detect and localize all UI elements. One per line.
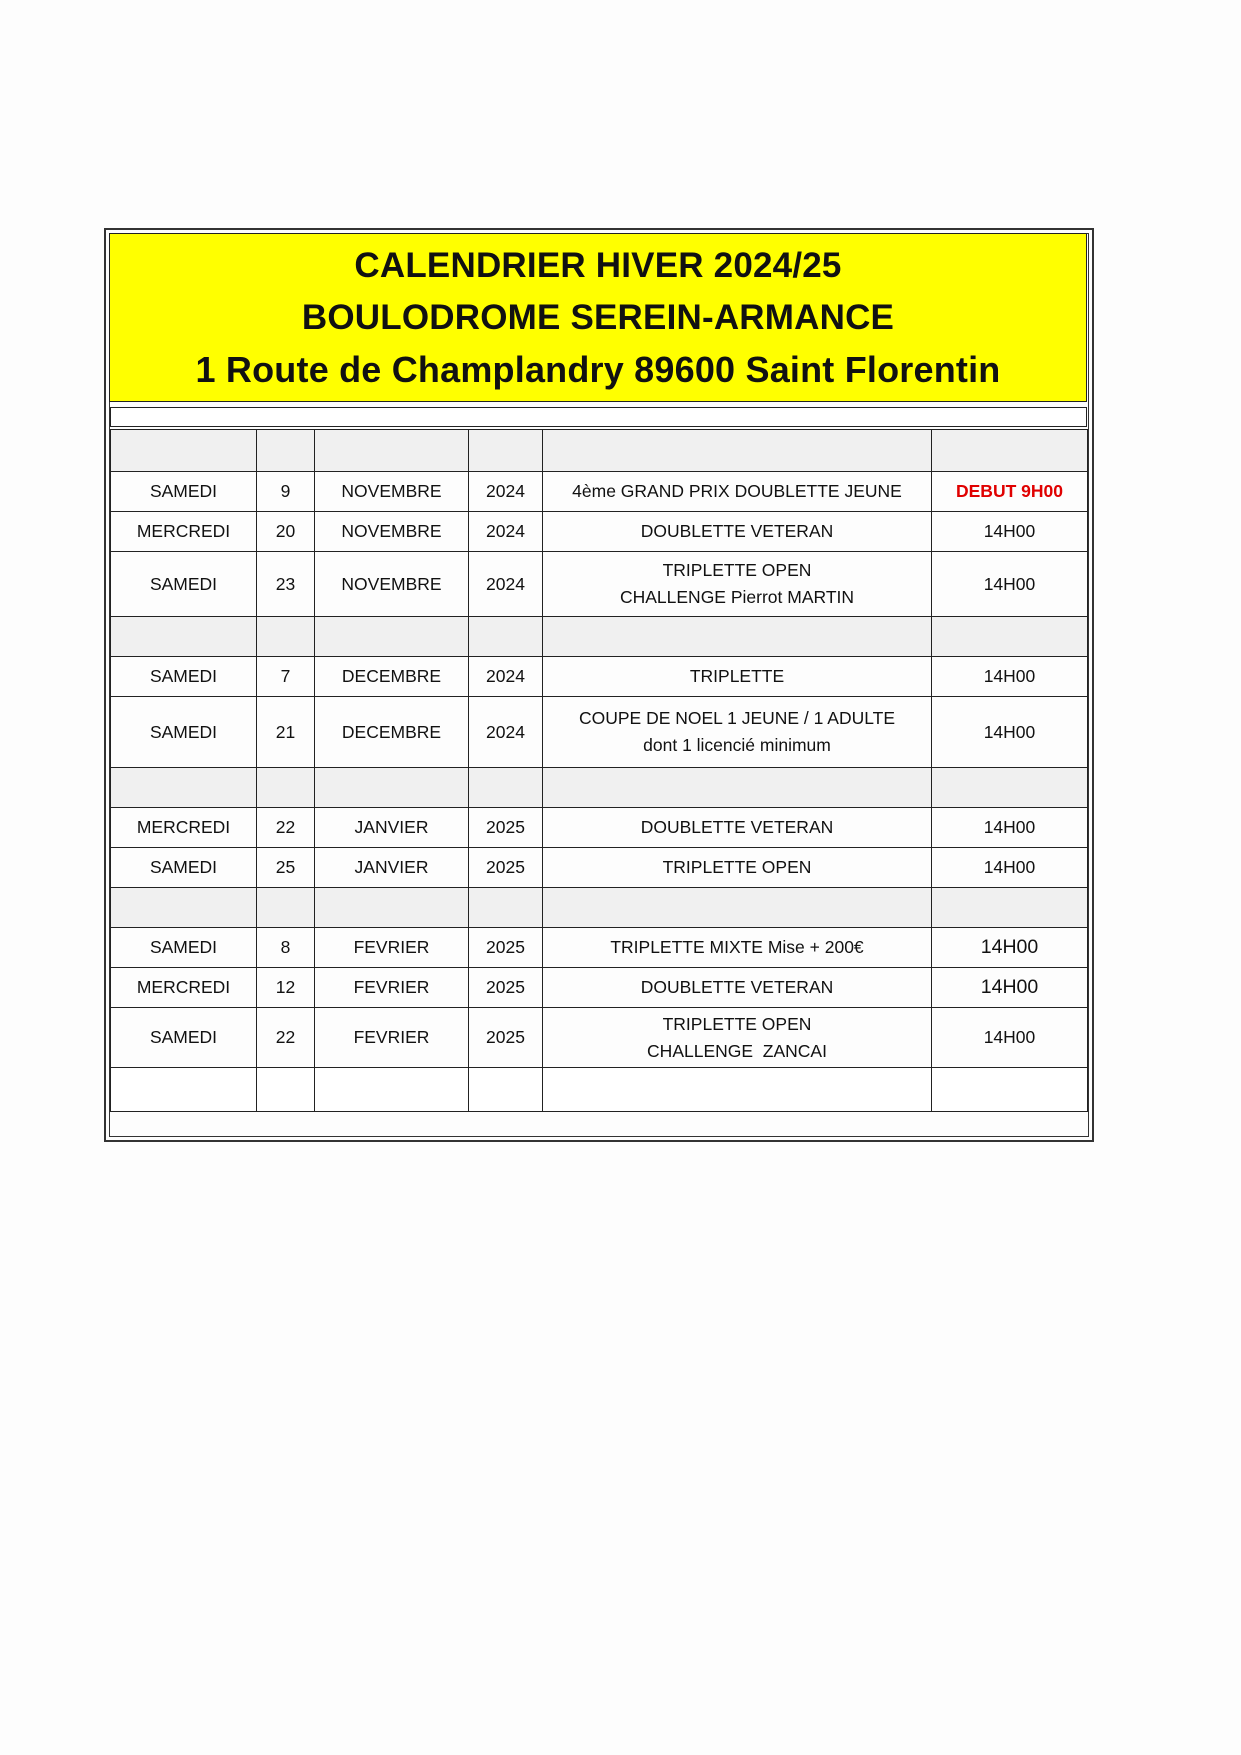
blank-separator-row [111,888,1088,928]
month-cell: JANVIER [315,808,469,848]
event-cell [543,657,932,697]
year-cell: 2024 [469,657,543,697]
blank-footer-row [111,1068,1088,1112]
table-row [111,848,1088,888]
date-cell: 22 [257,1008,315,1068]
date-cell: 12 [257,968,315,1008]
month-cell: NOVEMBRE [315,552,469,617]
event-cell [543,1008,932,1068]
month-cell: NOVEMBRE [315,512,469,552]
day-cell: SAMEDI [111,657,257,697]
time-cell: 14H00 [932,928,1088,968]
year-cell: 2024 [469,697,543,768]
year-cell: 2025 [469,1008,543,1068]
time-cell: 14H00 [932,808,1088,848]
calendar-frame [104,228,1094,1142]
event-cell [543,968,932,1008]
day-cell: SAMEDI [111,928,257,968]
day-cell: SAMEDI [111,697,257,768]
event-line-1: COUPE DE NOEL 1 JEUNE / 1 ADULTE [578,708,896,728]
date-cell: 20 [257,512,315,552]
day-cell: MERCREDI [111,968,257,1008]
month-cell: DECEMBRE [315,697,469,768]
event-cell [543,512,932,552]
event-line-1: TRIPLETTE OPEN [662,560,812,580]
year-cell: 2025 [469,848,543,888]
event-line-2: CHALLENGE Pierrot MARTIN [619,587,855,607]
day-cell: SAMEDI [111,552,257,617]
event-line-2: dont 1 licencié minimum [643,735,831,755]
month-cell: NOVEMBRE [315,472,469,512]
event-line-1: TRIPLETTE OPEN [662,1013,812,1034]
time-cell: 14H00 [932,512,1088,552]
time-cell: 14H00 [932,968,1088,1008]
title-line-3: 1 Route de Champlandry 89600 Saint Florentin [195,348,1001,390]
event-line-1: TRIPLETTE OPEN [662,857,812,877]
event-cell [543,552,932,617]
month-cell: FEVRIER [315,928,469,968]
blank-separator-row [111,617,1088,657]
event-cell [543,808,932,848]
event-line-1: DOUBLETTE VETERAN [640,977,834,997]
day-cell: SAMEDI [111,848,257,888]
event-cell [543,697,932,768]
event-cell [543,928,932,968]
year-cell: 2024 [469,472,543,512]
date-cell: 21 [257,697,315,768]
day-cell: MERCREDI [111,512,257,552]
month-cell: FEVRIER [315,1008,469,1068]
month-cell: FEVRIER [315,968,469,1008]
date-cell: 7 [257,657,315,697]
time-cell: DEBUT 9H00 [932,472,1088,512]
table-row [111,472,1088,512]
title-line-1: CALENDRIER HIVER 2024/25 [354,245,842,285]
event-line-1: TRIPLETTE MIXTE Mise + 200€ [610,937,864,957]
table-row [111,512,1088,552]
event-line-1: DOUBLETTE VETERAN [640,521,834,541]
day-cell: MERCREDI [111,808,257,848]
date-cell: 8 [257,928,315,968]
day-cell: SAMEDI [111,472,257,512]
date-cell: 9 [257,472,315,512]
year-cell: 2025 [469,968,543,1008]
event-cell [543,472,932,512]
date-cell: 23 [257,552,315,617]
event-line-1: DOUBLETTE VETERAN [640,817,834,837]
year-cell: 2024 [469,552,543,617]
spacer-row [110,407,1087,427]
time-cell: 14H00 [932,1008,1088,1068]
year-cell: 2025 [469,808,543,848]
table-row [111,552,1088,617]
table-row [111,808,1088,848]
blank-header-row [111,430,1088,472]
date-cell: 22 [257,808,315,848]
day-cell: SAMEDI [111,1008,257,1068]
month-cell: DECEMBRE [315,657,469,697]
table-row [111,928,1088,968]
time-cell: 14H00 [932,552,1088,617]
table-row [111,657,1088,697]
month-cell: JANVIER [315,848,469,888]
table-row [111,1008,1088,1068]
event-cell [543,848,932,888]
event-line-1: TRIPLETTE [689,666,785,686]
event-line-2: CHALLENGE ZANCAI [647,1040,827,1061]
table-row [111,968,1088,1008]
event-line-1: 4ème GRAND PRIX DOUBLETTE JEUNE [572,481,902,501]
year-cell: 2024 [469,512,543,552]
table-row [111,697,1088,768]
title-line-2: BOULODROME SEREIN-ARMANCE [301,297,895,337]
time-cell: 14H00 [932,697,1088,768]
date-cell: 25 [257,848,315,888]
time-cell: 14H00 [932,657,1088,697]
blank-separator-row [111,768,1088,808]
calendar-header [109,233,1087,402]
time-cell: 14H00 [932,848,1088,888]
calendar-table [110,429,1088,1112]
year-cell: 2025 [469,928,543,968]
